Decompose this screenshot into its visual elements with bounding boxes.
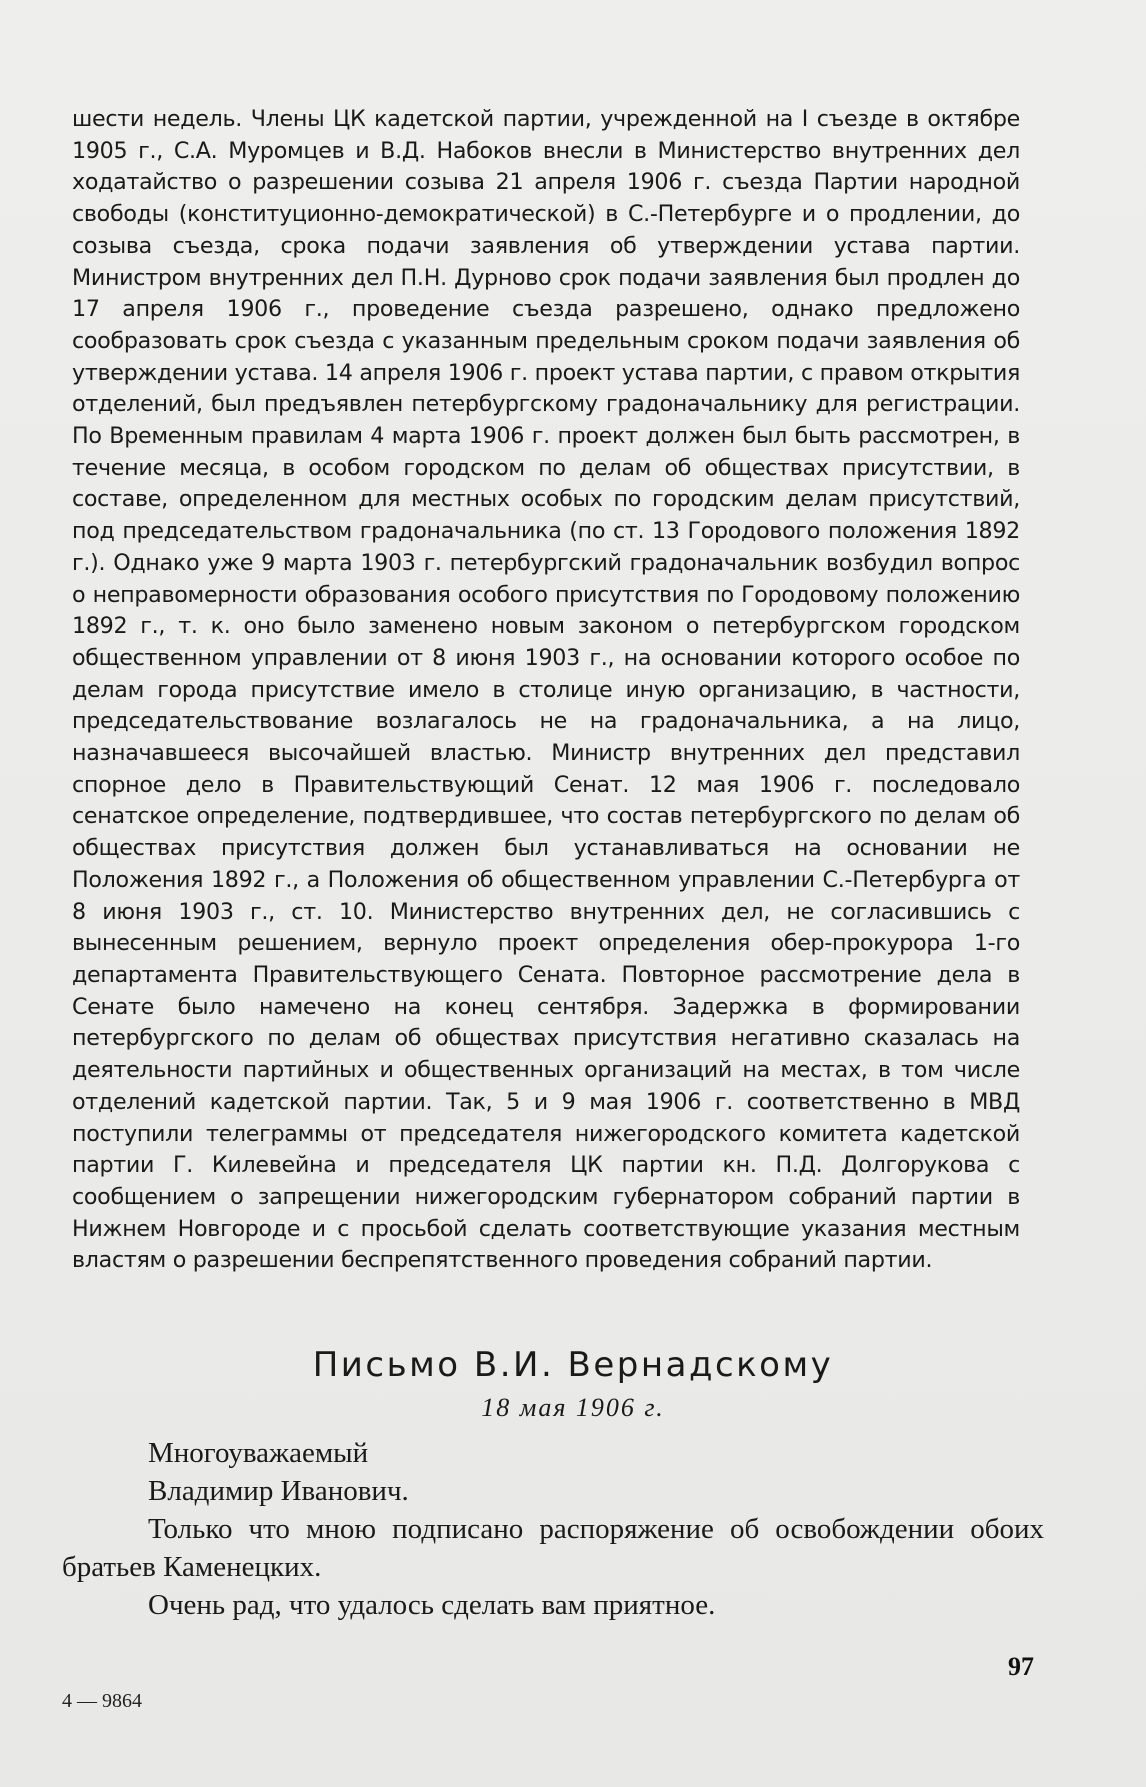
letter-salutation-line-1: Многоуважаемый <box>148 1437 369 1469</box>
letter-paragraph-1: Только что мною подписано распоряжение об освобождении обоих братьев Каменецких. <box>62 1513 1044 1583</box>
letter-salutation-line-2: Владимир Иванович. <box>148 1475 409 1507</box>
letter-title: Письмо В.И. Вернадскому <box>312 1345 834 1385</box>
commentary-paragraph: шести недель. Члены ЦК кадетской партии, учрежденной на I съезде в октябре 1905 г., С.А. Муромцев и В.Д. Набоков внесли в Министерство внутренних дел ходатайство о разрешении созыва 21 апреля 1906 г. съезда Партии народной свободы (конституционно-демократической) в С.-Петербурге и о продлении, до созыва съезда, срока подачи заявления об утверждении устава партии. Министром внутренних дел П.Н. Дурново срок подачи заявления был продлен до 17 апреля 1906 г., проведение съезда разрешено, однако предложено сообразовать срок съезда с указанным предельным сроком подачи заявления об утверждении устава. 14 апреля 1906 г. проект устава партии, с правом открытия отделений, был предъявлен петербургскому градоначальнику для регистрации. По Временным правилам 4 марта 1906 г. проект должен был быть рассмотрен, в течение месяца, в особом городском по делам об обществах присутствии, в составе, определенном для местных особых по городским делам присутствий, под председательством градоначальника (по ст. 13 Городового положения 1892 г.). Однако уже 9 марта 1903 г. петербургский градоначальник возбудил вопрос о неправомерности образования особого присутствия по Городовому положению 1892 г., т. к. оно было заменено новым законом о петербургском городском общественном управлении от 8 июня 1903 г., на основании которого особое по делам города присутствие имело в столице иную организацию, в частности, председательствование возлагалось не на градоначальника, а на лицо, назначавшееся высочайшей властью. Министр внутренних дел представил спорное дело в Правительствующий Сенат. 12 мая 1906 г. последовало сенатское определение, подтвердившее, что состав петербургского по делам об обществах присутствия должен был устанавливаться на основании не Положения 1892 г., а Положения об общественном управлении С.-Петербурга от 8 июня 1903 г., ст. 10. Министерство внутренних дел, не согласившись с вынесенным решением, вернуло проект определения обер-прокурора 1-го департамента Правительствующего Сената. Повторное рассмотрение дела в Сенате было намечено на конец сентября. Задержка в формировании петербургского по делам об обществах присутствия негативно сказалась на деятельности партийных и общественных организаций на местах, в том числе отделений кадетской партии. Так, 5 и 9 мая 1906 г. соответственно в МВД поступили телеграммы от председателя нижегородского комитета кадетской партии Г. Килевейна и председателя ЦК партии кн. П.Д. Долгорукова с сообщением о запрещении нижегородским губернатором собраний партии в Нижнем Новгороде и с просьбой сделать соответствующие указания местным властям о разрешении беспрепятственного проведения собраний партии. <box>72 106 1020 1274</box>
printer-signature: 4 — 9864 <box>62 1690 142 1712</box>
letter-paragraph-2: Очень рад, что удалось сделать вам приятное. <box>148 1589 716 1621</box>
letter-body <box>62 1434 1044 1624</box>
page-number: 97 <box>1008 1652 1034 1681</box>
letter-date: 18 мая 1906 г. <box>481 1393 665 1422</box>
